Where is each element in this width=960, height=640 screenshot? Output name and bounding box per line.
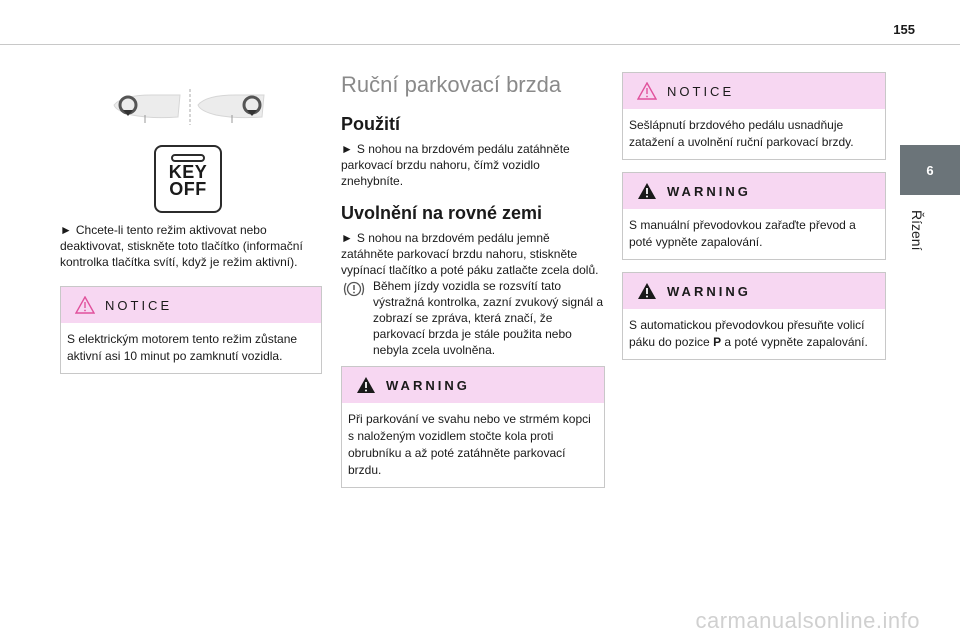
warning-box-manual <box>622 172 886 260</box>
header-rule <box>0 44 960 45</box>
usage-heading: Použití <box>341 114 400 134</box>
warning-automatic-text-start: S automatickou převodovkou přesuňte volicí páku do pozice <box>629 318 865 349</box>
car-interior-illustration <box>112 83 272 128</box>
bullet-arrow-icon: ► <box>60 223 72 237</box>
bullet-arrow-icon: ► <box>341 231 353 245</box>
warning-triangle-icon <box>356 376 376 394</box>
brake-warning-lamp-icon <box>341 278 367 300</box>
warning-triangle-icon <box>637 282 657 300</box>
lamp-text: Během jízdy vozidla se rozsvítí tato výstražná kontrolka, zazní zvukový signál a zobrazí se zpráva, která značí, že parkovací brzda je stále použita nebo nebyla zcela uvolněna. <box>373 279 604 357</box>
warning-heading: WARNING <box>667 183 751 199</box>
bullet-arrow-icon: ► <box>341 142 353 156</box>
lamp-paragraph <box>341 278 605 358</box>
notice-header <box>61 287 321 323</box>
key-off-instruction-text: Chcete-li tento režim aktivovat nebo deaktivovat, stiskněte toto tlačítko (informační kontrolka tlačítka svítí, když je režim aktivní). <box>60 223 303 269</box>
notice-header <box>623 73 885 109</box>
key-off-line2: OFF <box>169 179 207 199</box>
notice-warning-icon <box>75 296 95 314</box>
notice-box <box>622 72 886 160</box>
warning-box-automatic <box>622 272 886 360</box>
usage-text: S nohou na brzdovém pedálu zatáhněte parkovací brzdu nahoru, čímž vozidlo znehybníte. <box>341 142 570 188</box>
warning-automatic-text <box>623 309 885 359</box>
gear-position-p: P <box>713 335 722 349</box>
release-paragraph <box>341 230 605 278</box>
key-off-line1: KEY <box>168 162 208 182</box>
warning-header <box>342 367 604 403</box>
warning-header <box>623 273 885 309</box>
notice-heading: NOTICE <box>105 297 173 313</box>
usage-paragraph <box>341 141 605 189</box>
warning-text: Při parkování ve svahu nebo ve strmém kopci s naloženým vozidlem stočte kola proti obrubníku a až poté zatáhněte parkovací brzdu. <box>348 412 591 477</box>
column-3 <box>622 72 886 360</box>
chapter-tab[interactable]: 6 <box>900 145 960 195</box>
warning-heading: WARNING <box>386 377 470 393</box>
key-off-button-illustration <box>154 145 222 213</box>
warning-triangle-icon <box>637 182 657 200</box>
warning-automatic-text-end: a poté vypněte zapalování. <box>721 335 868 349</box>
notice-box <box>60 286 322 374</box>
warning-manual-text: S manuální převodovkou zařaďte převod a poté vypněte zapalování. <box>629 218 856 249</box>
key-off-instruction <box>60 222 322 270</box>
button-slot-icon <box>171 154 205 162</box>
warning-header <box>623 173 885 209</box>
warning-heading: WARNING <box>667 283 751 299</box>
notice-warning-icon <box>637 82 657 100</box>
release-text: S nohou na brzdovém pedálu jemně zatáhněte parkovací brzdu nahoru, stiskněte vypínací tlačítko a poté páku zatlačte zcela dolů. <box>341 231 599 277</box>
column-1 <box>60 222 322 374</box>
warning-box <box>341 366 605 488</box>
notice-heading: NOTICE <box>667 83 735 99</box>
watermark: carmanualsonline.info <box>695 608 920 633</box>
notice-text: Sešlápnutí brzdového pedálu usnadňuje zatažení a uvolnění ruční parkovací brzdy. <box>629 118 854 149</box>
section-title: Ruční parkovací brzda <box>341 72 562 97</box>
page-number: 155 <box>893 22 915 37</box>
chapter-tab-label: Řízení <box>909 210 925 251</box>
column-2 <box>341 72 605 488</box>
notice-text: S elektrickým motorem tento režim zůstane aktivní asi 10 minut po zamknutí vozidla. <box>67 332 298 363</box>
release-heading: Uvolnění na rovné zemi <box>341 203 543 223</box>
